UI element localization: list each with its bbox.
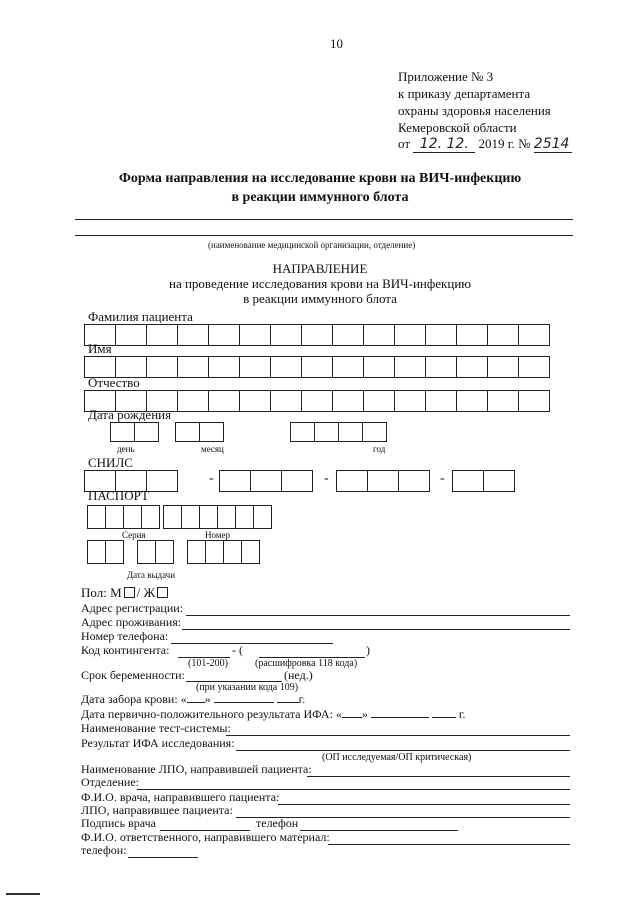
contingent-hint1: (101-200) <box>188 658 228 669</box>
birth-date-label: Дата рождения <box>88 407 172 422</box>
doctor-line[interactable] <box>278 804 570 805</box>
issue-year-cells[interactable] <box>188 540 260 564</box>
sex-row <box>81 585 170 601</box>
signature-phone-label: телефон <box>256 816 299 830</box>
appendix-line1: Приложение № 3 <box>398 69 494 84</box>
blood-date-mid: » <box>204 692 211 706</box>
ifa-first-end: г. <box>458 707 466 721</box>
pregnancy-unit: (нед.) <box>284 668 313 682</box>
blood-date-year-field[interactable] <box>277 702 299 703</box>
address-reg-label: Адрес регистрации: <box>81 601 184 615</box>
contingent-hint2: (расшифровка 118 кода) <box>255 658 358 669</box>
ifa-first-mid: » <box>361 707 368 721</box>
snils-dash-2: - <box>324 471 329 486</box>
department-label: Отделение: <box>81 775 140 789</box>
address-live-line[interactable] <box>182 629 570 630</box>
ifa-result-line[interactable] <box>236 750 570 751</box>
contingent-close: ) <box>366 643 370 657</box>
passport-number-cells[interactable] <box>164 505 272 529</box>
pregnancy-label: Срок беременности: <box>81 668 185 682</box>
sex-separator: / Ж <box>136 585 156 600</box>
year-caption: год <box>373 444 386 454</box>
day-caption: день <box>117 444 135 454</box>
appendix-line2: к приказу департамента <box>398 86 531 101</box>
appendix-date-row <box>398 136 572 153</box>
referral-line2: на проведение исследования крови на ВИЧ-инфекцию <box>168 276 471 291</box>
ifa-first-row <box>81 707 465 722</box>
snils-cells-2[interactable] <box>220 470 313 492</box>
blood-date-day-field[interactable] <box>187 702 205 703</box>
pregnancy-hint: (при указании кода 109) <box>196 682 299 693</box>
signature-label: Подпись врача <box>81 816 156 830</box>
sex-label: Пол: М <box>81 585 122 600</box>
appendix-date-year: 2019 г. № <box>478 136 531 151</box>
ifa-result-hint: (ОП исследуемая/ОП критическая) <box>322 752 472 763</box>
ifa-result-label: Результат ИФА исследования: <box>81 736 235 750</box>
referral-title: НАПРАВЛЕНИЕ <box>272 261 368 276</box>
name-label: Имя <box>88 341 112 356</box>
ifa-first-year-field[interactable] <box>432 717 456 718</box>
blood-date-label: Дата забора крови: « <box>81 692 187 706</box>
appendix-date-day-month: 12. 12. <box>413 136 475 153</box>
birth-month-cells[interactable] <box>176 422 224 442</box>
resp-phone-line[interactable] <box>128 857 198 858</box>
test-system-label: Наименование тест-системы: <box>81 721 231 735</box>
sex-m-checkbox[interactable] <box>124 587 135 598</box>
form-title <box>0 169 640 207</box>
resp-phone-label: телефон: <box>81 843 127 857</box>
passport-label: ПАСПОРТ <box>88 488 149 503</box>
number-caption: Номер <box>205 530 231 540</box>
appendix-line4: Кемеровской области <box>398 120 517 135</box>
blood-date-end: г. <box>298 692 306 706</box>
sex-f-checkbox[interactable] <box>157 587 168 598</box>
address-live-label: Адрес проживания: <box>81 615 182 629</box>
surname-label: Фамилия пациента <box>88 309 193 324</box>
lpo-name-line[interactable] <box>307 776 570 777</box>
month-caption: месяц <box>201 444 224 454</box>
test-system-line[interactable] <box>226 735 570 736</box>
page-number: 10 <box>330 36 343 51</box>
appendix-date-prefix: от <box>398 136 411 151</box>
ifa-first-day-field[interactable] <box>342 717 362 718</box>
form-title-line2: в реакции иммунного блота <box>231 190 409 205</box>
lpo-name-label: Наименование ЛПО, направившей пациента: <box>81 762 312 776</box>
patronymic-label: Отчество <box>88 375 140 390</box>
contingent-dash: - ( <box>232 643 243 657</box>
appendix-block <box>398 68 551 136</box>
org-caption: (наименование медицинской организации, отделение) <box>208 240 416 250</box>
responsible-line[interactable] <box>328 844 570 845</box>
issue-month-cells[interactable] <box>138 540 174 564</box>
snils-dash-1: - <box>209 471 214 486</box>
ifa-first-label: Дата первично-положительного результата ИФА: « <box>81 707 342 721</box>
series-caption: Серия <box>122 530 146 540</box>
referral-line3: в реакции иммунного блота <box>243 291 397 306</box>
appendix-line3: охраны здоровья населения <box>398 103 551 118</box>
lpo-ref-label: ЛПО, направившее пациента: <box>81 803 233 817</box>
snils-dash-3: - <box>440 471 445 486</box>
org-line-1[interactable] <box>75 219 573 220</box>
name-cells[interactable] <box>85 356 550 378</box>
birth-day-cells[interactable] <box>111 422 159 442</box>
phone-label: Номер телефона: <box>81 629 169 643</box>
blood-date-row <box>81 692 305 707</box>
referral-heading <box>0 261 640 306</box>
issue-date-caption: Дата выдачи <box>127 570 176 580</box>
birth-year-cells[interactable] <box>291 422 387 442</box>
passport-series-cells[interactable] <box>88 505 160 529</box>
doctor-label: Ф.И.О. врача, направившего пациента: <box>81 790 280 804</box>
blood-date-month-field[interactable] <box>214 702 274 703</box>
address-reg-line[interactable] <box>186 615 570 616</box>
issue-day-cells[interactable] <box>88 540 124 564</box>
snils-label: СНИЛС <box>88 455 133 470</box>
ifa-first-month-field[interactable] <box>371 717 429 718</box>
responsible-label: Ф.И.О. ответственного, направившего материал: <box>81 830 330 844</box>
form-title-line1: Форма направления на исследование крови на ВИЧ-инфекцию <box>118 171 522 186</box>
phone-line[interactable] <box>171 643 333 644</box>
surname-cells[interactable] <box>85 324 550 346</box>
snils-cells-4[interactable] <box>453 470 515 492</box>
appendix-order-number: 2514 <box>534 136 572 153</box>
org-line-2[interactable] <box>75 235 573 236</box>
snils-cells-3[interactable] <box>337 470 430 492</box>
contingent-label: Код контингента: <box>81 643 170 657</box>
page-edge-mark <box>6 893 40 895</box>
